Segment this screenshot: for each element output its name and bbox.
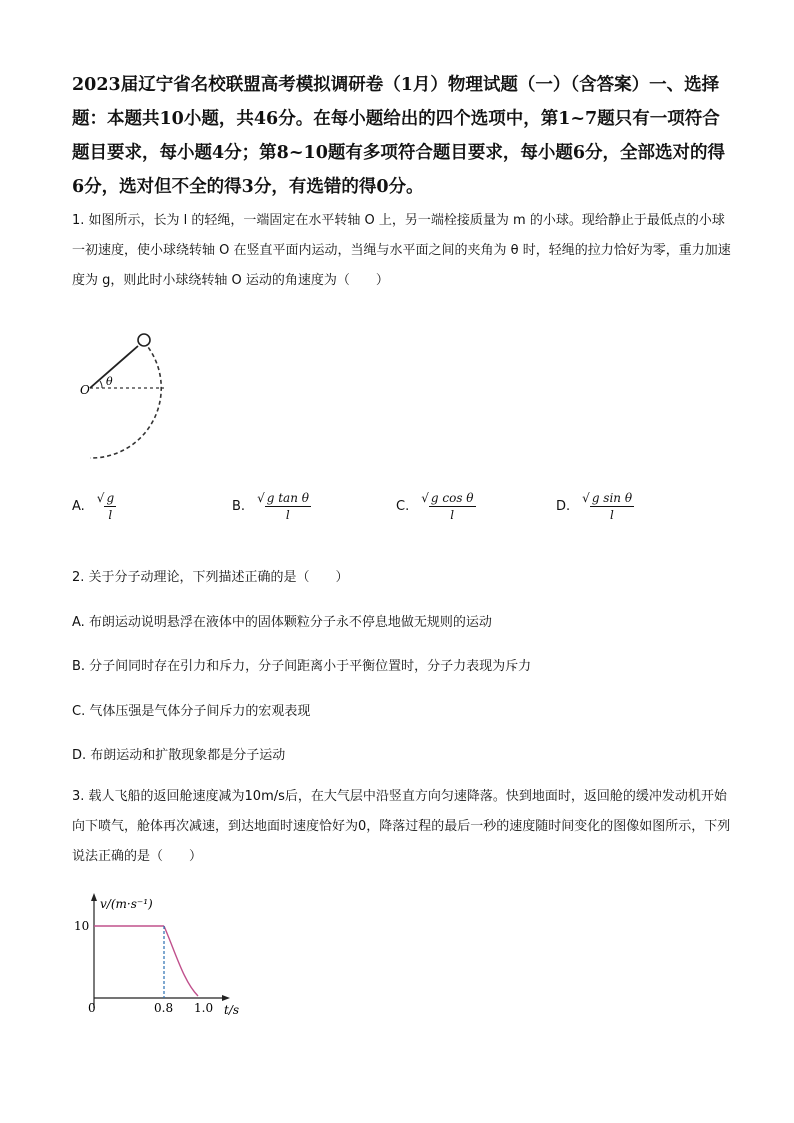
x-tick-0.8: 0.8 [154,1001,174,1015]
option-b-den: l [285,508,290,522]
question-2-stem: 2. 关于分子动理论，下列描述正确的是（ ） [72,570,349,585]
option-a[interactable] [72,490,116,523]
question-2-option-d[interactable]: D. 布朗运动和扩散现象都是分子运动 [72,748,286,763]
question-2-option-a[interactable]: A. 布朗运动说明悬浮在液体中的固体颗粒分子永不停息地做无规则的运动 [72,615,492,630]
option-b-label: B. [232,499,246,514]
velocity-time-chart [72,890,272,1020]
sqrt-icon: √ $\frac{\text{g sin θ}}{l}$ [582,491,633,522]
y-tick-10: 10 [74,919,90,933]
sqrt-icon: √ $\frac{\text{g tan θ}}{l}$ [257,491,309,522]
option-c-label: C. [396,499,410,514]
y-axis-label: v/(m·s⁻¹) [100,897,153,911]
sqrt-icon: √ $\frac{\text{g cos θ}}{l}$ [421,491,474,522]
option-a-num: g [106,491,115,505]
option-b-num: g tan θ [266,491,309,505]
option-d-num: g sin θ [591,491,633,505]
question-2-option-c[interactable]: C. 气体压强是气体分子间斥力的宏观表现 [72,704,311,719]
origin-zero: 0 [88,1001,96,1015]
option-a-label: A. [72,499,85,514]
sqrt-icon: √ $\frac{g}{l}$ [96,491,115,522]
option-b[interactable] [232,490,311,523]
theta-label: θ [106,375,113,388]
pendulum-figure [72,326,192,466]
x-tick-1.0: 1.0 [194,1001,214,1015]
x-axis-label: t/s [224,1003,240,1017]
question-2-option-b[interactable]: B. 分子间同时存在引力和斥力，分子间距离小于平衡位置时，分子力表现为斥力 [72,659,532,674]
option-c[interactable] [396,490,476,523]
page-title: 2023届辽宁省名校联盟高考模拟调研卷（1月）物理试题（一）（含答案）一、选择题：本题共10小题，共46分。在每小题给出的四个选项中，第1~7题只有一项符合题目要求，每小题4分；第8~10题有多项符合题目要求，每小题6分，全部选对的得6分，选对但不全的得3分，有选错的得0分。 [72,75,726,197]
option-a-den: l [108,508,113,522]
origin-label: O [80,383,90,397]
option-d-label: D. [556,499,571,514]
velocity-curve [164,926,198,996]
question-1-text: 1. 如图所示，长为 l 的轻绳，一端固定在水平转轴 O 上，另一端栓接质量为 m 的小球。现给静止于最低点的小球一初速度，使小球绕转轴 O 在竖直平面内运动，当绳与水平面之间的夹角为 θ 时，轻绳的拉力恰好为零，重力加速度为 g，则此时小球绕转轴 O 运动的角速度为（ ） [72,213,731,288]
option-c-num: g cos θ [430,491,474,505]
option-d[interactable] [556,490,634,523]
option-d-den: l [610,508,614,522]
question-3-text: 3. 载人飞船的返回舱速度减为10m/s后，在大气层中沿竖直方向匀速降落。快到地面时，返回舱的缓冲发动机开始向下喷气，舱体再次减速，到达地面时速度恰好为0，降落过程的最后一秒的速度随时间变化的图像如图所示，下列说法正确的是（ ） [72,789,731,864]
option-c-den: l [450,508,455,522]
